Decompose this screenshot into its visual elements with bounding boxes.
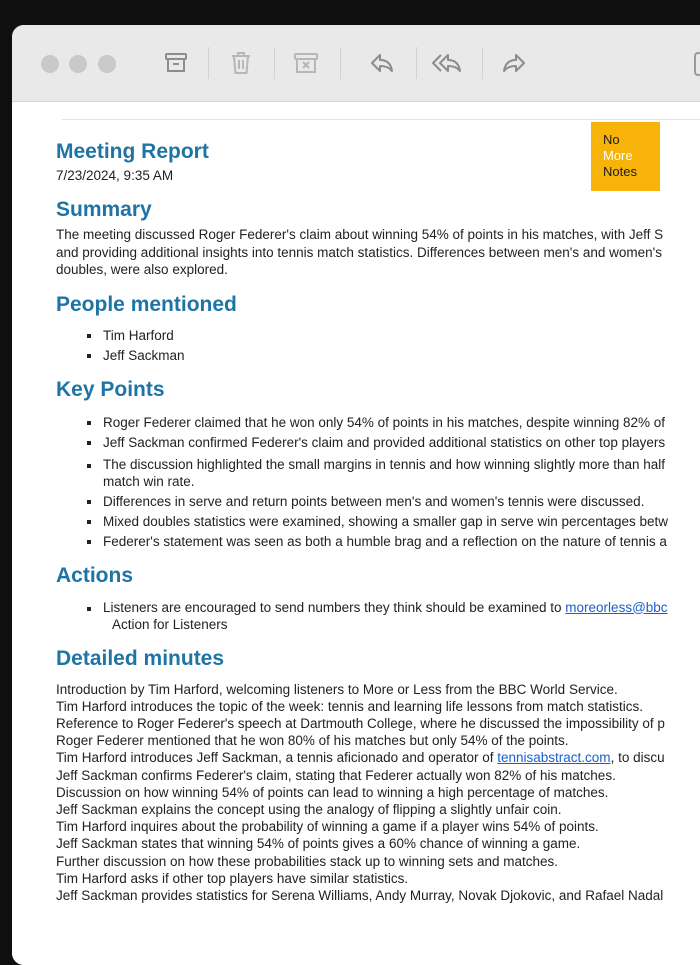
keypoints-list	[56, 413, 700, 552]
tennisabstract-link[interactable]: tennisabstract.com	[497, 750, 611, 766]
minutes-line: Jeff Sackman explains the concept using the analogy of flipping a slightly unfair coin.	[56, 801, 562, 817]
minutes-line: Tim Harford introduces Jeff Sackman, a tennis aficionado and operator of tennisabstract.com, to discu	[56, 750, 665, 766]
minutes-list	[56, 681, 700, 905]
archive-icon	[162, 49, 190, 77]
forward-button[interactable]	[497, 47, 531, 79]
list-item: Listeners are encouraged to send numbers they think should be examined to moreorless@bbc Action for Listeners	[103, 599, 700, 633]
message-body	[12, 102, 700, 965]
summary-heading: Summary	[56, 198, 152, 221]
people-list	[56, 326, 700, 366]
trash-icon	[227, 49, 255, 77]
archive-button[interactable]	[159, 47, 193, 79]
trash-button[interactable]	[224, 47, 258, 79]
junk-button[interactable]	[289, 47, 323, 79]
minutes-line: Tim Harford asks if other top players have similar statistics.	[56, 870, 409, 886]
minutes-line: Tim Harford inquires about the probability of winning a game if a player wins 54% of points.	[56, 819, 599, 835]
list-item: Roger Federer claimed that he won only 54% of points in his matches, despite winning 82% of	[103, 413, 700, 433]
reply-all-icon	[431, 49, 465, 77]
reply-icon	[368, 49, 396, 77]
minutes-line: Jeff Sackman provides statistics for Serena Williams, Andy Murray, Novak Djokovic, and Rafael Nadal	[56, 887, 664, 903]
minutes-line: Further discussion on how these probabilities stack up to winning sets and matches.	[56, 853, 559, 869]
mail-window	[12, 25, 700, 965]
report-title: Meeting Report	[56, 140, 209, 163]
list-item: Differences in serve and return points between men's and women's tennis were discussed.	[103, 492, 700, 512]
reply-button[interactable]	[365, 47, 399, 79]
sticky-line-2: More	[603, 148, 633, 163]
divider	[62, 119, 700, 120]
minutes-line: Jeff Sackman states that winning 54% of points gives a 60% chance of winning a game.	[56, 836, 581, 852]
actions-list	[56, 599, 700, 633]
reply-all-button[interactable]	[431, 47, 465, 79]
minutes-line: Roger Federer mentioned that he won 80% of his matches but only 54% of the points.	[56, 733, 569, 749]
forward-icon	[500, 49, 528, 77]
minutes-line: Reference to Roger Federer's speech at Dartmouth College, where he discussed the impossibility of p	[56, 715, 665, 731]
list-item: Mixed doubles statistics were examined, showing a smaller gap in serve win percentages betw	[103, 512, 700, 532]
zoom-window-button[interactable]	[98, 55, 116, 73]
actions-heading: Actions	[56, 563, 134, 587]
minutes-heading: Detailed minutes	[56, 646, 225, 670]
list-item: The discussion highlighted the small margins in tennis and how winning slightly more than half match win rate.	[103, 456, 700, 490]
close-window-button[interactable]	[41, 55, 59, 73]
email-link[interactable]: moreorless@bbc	[565, 599, 668, 615]
people-heading: People mentioned	[56, 292, 237, 316]
list-item: Jeff Sackman	[103, 346, 700, 366]
minutes-line: Jeff Sackman confirms Federer's claim, stating that Federer actually won 82% of his matches.	[56, 767, 616, 783]
list-item: Federer's statement was seen as both a humble brag and a reflection on the nature of tennis a	[103, 532, 700, 552]
sidebar-toggle-icon[interactable]	[694, 52, 700, 76]
junk-icon	[292, 49, 320, 77]
summary-text: The meeting discussed Roger Federer's claim about winning 54% of points in his matches, with Jeff S and providing additional insights into tennis match statistics. Differences between men's and women's doubles, were also explored.	[56, 227, 664, 277]
sticky-line-1: No	[603, 132, 620, 147]
toolbar	[12, 25, 700, 102]
minutes-line: Discussion on how winning 54% of points can lead to winning a high percentage of matches.	[56, 784, 609, 800]
sticky-line-3: Notes	[603, 164, 637, 179]
minimize-window-button[interactable]	[69, 55, 87, 73]
report-date: 7/23/2024, 9:35 AM	[56, 168, 174, 183]
list-item: Jeff Sackman confirmed Federer's claim and provided additional statistics on other top players	[103, 433, 700, 453]
minutes-line: Introduction by Tim Harford, welcoming listeners to More or Less from the BBC World Service.	[56, 681, 618, 697]
list-item: Tim Harford	[103, 326, 700, 346]
minutes-line: Tim Harford introduces the topic of the week: tennis and learning life lessons from match statistics.	[56, 698, 644, 714]
keypoints-heading: Key Points	[56, 377, 165, 401]
